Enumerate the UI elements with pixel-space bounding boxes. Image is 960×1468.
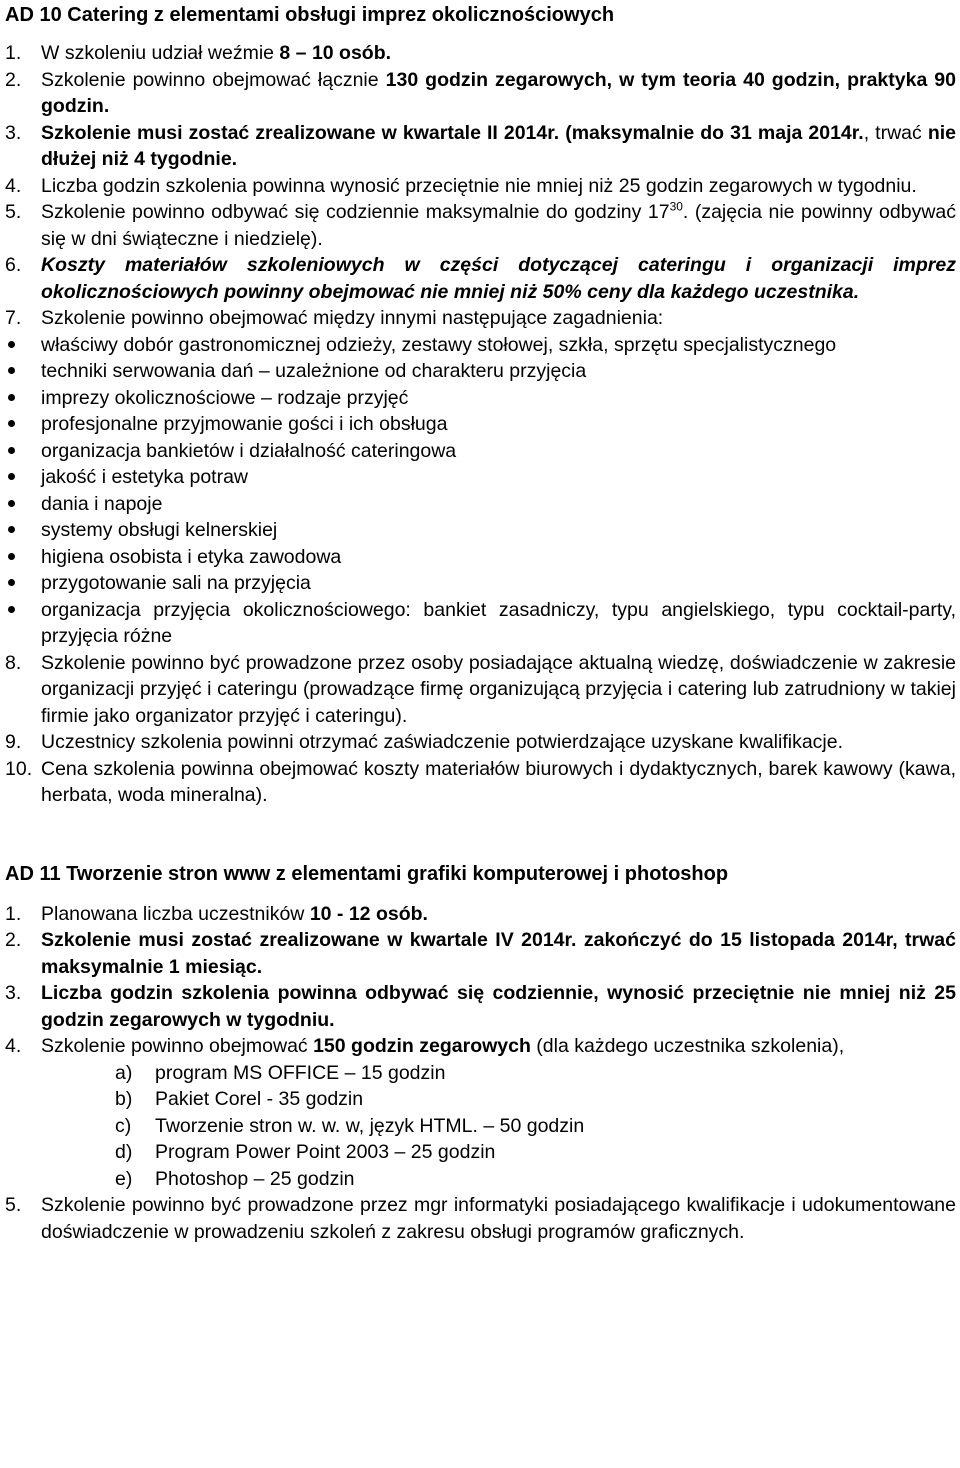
bullet-text: profesjonalne przyjmowanie gości i ich obsługa — [41, 413, 448, 435]
list-item-text: 150 godzin zegarowych — [313, 1035, 531, 1057]
list-item — [5, 252, 956, 305]
module-item — [5, 1139, 956, 1166]
catering-topics-list — [5, 332, 956, 650]
module-item — [5, 1113, 956, 1140]
module-item — [5, 1060, 956, 1087]
bullet-item — [5, 385, 956, 412]
list-item — [5, 729, 956, 756]
module-label: a) — [115, 1061, 133, 1084]
module-text: Photoshop – 25 godzin — [155, 1167, 355, 1190]
list-item-text: Uczestnicy szkolenia powinni otrzymać zaświadczenie potwierdzające uzyskane kwalifikacje. — [41, 731, 844, 753]
bullet-dot-icon — [8, 447, 15, 454]
list-item — [5, 199, 956, 252]
list-item-number: 8. — [5, 651, 22, 674]
list-item-number: 3. — [5, 982, 22, 1004]
list-item-text: Szkolenie powinno obejmować łącznie — [41, 68, 386, 91]
list-item-text: nie dłużej niż 4 tygodnie. — [41, 121, 957, 170]
bullet-text: organizacja bankietów i działalność cateringowa — [41, 439, 457, 462]
web-graphics-modules-list — [5, 1060, 956, 1193]
bullet-text: właściwy dobór gastronomicznej odzieży, zestawy stołowej, szkła, sprzętu specjalistycznego — [41, 333, 837, 356]
bullet-text: organizacja przyjęcia okolicznościowego: bankiet zasadniczy, typu angielskiego, typu cocktail-party, przyjęcia różne — [41, 598, 956, 647]
bullet-text: systemy obsługi kelnerskiej — [41, 519, 278, 541]
list-item — [5, 1033, 956, 1060]
bullet-text: techniki serwowania dań – uzależnione od charakteru przyjęcia — [41, 360, 587, 382]
list-item-number: 2. — [5, 68, 22, 91]
list-item-text: Planowana liczba uczestników — [41, 902, 310, 925]
bullet-dot-icon — [8, 473, 15, 480]
bullet-item — [5, 332, 956, 359]
list-item-text: W szkoleniu udział weźmie — [41, 42, 280, 64]
list-item-number: 5. — [5, 201, 22, 223]
list-item-text: Szkolenie musi zostać zrealizowane w kwartale IV 2014r. zakończyć do 15 listopada 2014r, trwać maksymalnie 1 miesiąc. — [41, 929, 956, 978]
section-title-web-graphics: AD 11 Tworzenie stron www z elementami grafiki komputerowej i photoshop — [5, 862, 729, 885]
list-item-number: 1. — [5, 42, 22, 64]
bullet-item — [5, 491, 956, 518]
module-item — [5, 1086, 956, 1113]
list-item — [5, 901, 956, 928]
bullet-item — [5, 358, 956, 385]
list-item-text: Liczba godzin szkolenia powinna odbywać się codziennie, wynosić przeciętnie nie mniej niż 25 godzin zegarowych w tygodniu. — [41, 982, 956, 1031]
list-item-number: 7. — [5, 307, 22, 329]
list-item-number: 1. — [5, 902, 22, 925]
list-item-number: 5. — [5, 1194, 22, 1216]
catering-requirements-list-continued — [5, 650, 956, 809]
list-item-number: 4. — [5, 174, 22, 197]
list-item — [5, 40, 956, 67]
bullet-dot-icon — [8, 579, 15, 586]
list-item — [5, 980, 956, 1033]
list-item-text: Cena szkolenia powinna obejmować koszty materiałów biurowych i dydaktycznych, barek kawowy (kawa, herbata, woda mineralna). — [41, 757, 956, 806]
bullet-dot-icon — [8, 394, 15, 401]
bullet-text: imprezy okolicznościowe – rodzaje przyjęć — [41, 386, 409, 409]
bullet-item — [5, 597, 956, 650]
module-label: b) — [115, 1088, 133, 1110]
web-graphics-requirements-list — [5, 901, 956, 1060]
list-item-number: 4. — [5, 1035, 22, 1057]
list-item-text: Szkolenie powinno być prowadzone przez osoby posiadające aktualną wiedzę, doświadczenie w zakresie organizacji przyjęć i cateringu (prowadzące firmę organizującą przyjęcia i catering lub zatrudniony w takiej firmie jako organizator przyjęć i cateringu). — [41, 651, 956, 727]
bullet-item — [5, 411, 956, 438]
module-label: e) — [115, 1167, 133, 1190]
list-item-text: . (zajęcia nie powinny odbywać się w dni świąteczne i niedzielę). — [41, 201, 956, 250]
bullet-text: przygotowanie sali na przyjęcia — [41, 572, 311, 594]
bullet-item — [5, 438, 956, 465]
list-item — [5, 927, 956, 980]
list-item — [5, 173, 956, 200]
list-item-text: , trwać — [863, 121, 928, 144]
bullet-item — [5, 517, 956, 544]
list-item-text: 30 — [669, 199, 683, 214]
list-item-number: 10. — [5, 757, 33, 780]
list-item-text: Szkolenie musi zostać zrealizowane w kwartale II 2014r. (maksymalnie do 31 maja 2014r. — [41, 121, 864, 144]
module-text: Pakiet Corel - 35 godzin — [155, 1088, 364, 1110]
bullet-dot-icon — [8, 526, 15, 533]
list-item — [5, 756, 956, 809]
list-item-number: 3. — [5, 121, 22, 144]
list-item — [5, 650, 956, 730]
list-item-text: 10 - 12 osób. — [309, 902, 428, 925]
list-item-number: 6. — [5, 254, 22, 276]
module-text: Program Power Point 2003 – 25 godzin — [155, 1141, 496, 1163]
bullet-dot-icon — [8, 367, 15, 374]
bullet-dot-icon — [8, 500, 15, 507]
bullet-dot-icon — [8, 606, 15, 613]
bullet-item — [5, 464, 956, 491]
bullet-dot-icon — [8, 553, 15, 560]
module-text: Tworzenie stron w. w. w, język HTML. – 50 godzin — [155, 1114, 585, 1137]
bullet-dot-icon — [8, 420, 15, 427]
bullet-item — [5, 544, 956, 571]
list-item-text: Koszty materiałów szkoleniowych w części dotyczącej cateringu i organizacji imprez okolicznościowych powinny obejmować nie mniej niż 50% ceny dla każdego uczestnika. — [41, 254, 956, 303]
list-item — [5, 305, 956, 332]
list-item-text: Szkolenie powinno odbywać się codziennie maksymalnie do godziny 17 — [41, 201, 670, 223]
list-item-text: Liczba godzin szkolenia powinna wynosić przeciętnie nie mniej niż 25 godzin zegarowych w tygodniu. — [41, 174, 917, 197]
bullet-item — [5, 570, 956, 597]
module-item — [5, 1166, 956, 1193]
list-item-text: Szkolenie powinno obejmować — [41, 1035, 314, 1057]
list-item-text: 130 godzin zegarowych, w tym teoria 40 godzin, praktyka 90 godzin. — [41, 68, 956, 117]
web-graphics-requirements-list-continued — [5, 1192, 956, 1245]
list-item-number: 9. — [5, 731, 22, 753]
bullet-dot-icon — [8, 341, 15, 348]
bullet-text: higiena osobista i etyka zawodowa — [41, 545, 342, 568]
list-item-text: Szkolenie powinno obejmować między innymi następujące zagadnienia: — [41, 307, 664, 329]
list-item — [5, 67, 956, 120]
bullet-text: jakość i estetyka potraw — [41, 466, 249, 488]
list-item-text: (dla każdego uczestnika szkolenia), — [530, 1035, 845, 1057]
section-title-catering: AD 10 Catering z elementami obsługi imprez okolicznościowych — [5, 4, 615, 26]
list-item-number: 2. — [5, 929, 22, 951]
module-label: d) — [115, 1141, 133, 1163]
list-item-text: Szkolenie powinno być prowadzone przez mgr informatyki posiadającego kwalifikacje i udokumentowane doświadczenie w prowadzeniu szkoleń z zakresu obsługi programów graficznych. — [41, 1194, 956, 1243]
catering-requirements-list — [5, 40, 956, 332]
list-item — [5, 120, 956, 173]
module-text: program MS OFFICE – 15 godzin — [155, 1061, 446, 1084]
list-item-text: 8 – 10 osób. — [279, 42, 392, 64]
module-label: c) — [115, 1114, 132, 1137]
bullet-text: dania i napoje — [41, 492, 163, 515]
list-item — [5, 1192, 956, 1245]
